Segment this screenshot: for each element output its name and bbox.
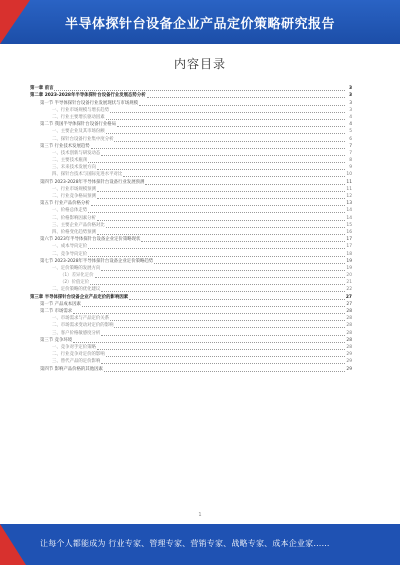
toc-entry[interactable] <box>30 128 352 135</box>
toc-entry-title: 三、客户价格敏感度分析 <box>52 330 101 336</box>
toc-entry-page: 13 <box>346 201 352 207</box>
toc-entry[interactable] <box>30 265 352 272</box>
toc-entry-page: 19 <box>346 265 352 271</box>
toc-entry[interactable] <box>30 322 352 329</box>
toc-entry-title: 第三节 行业技术发展趋势 <box>40 143 90 149</box>
toc-entry-title: 第二节 市场需求 <box>40 309 73 314</box>
toc-entry[interactable] <box>30 301 352 308</box>
toc-leader-dots <box>106 119 345 120</box>
toc-entry-page: 28 <box>346 344 352 350</box>
report-header <box>0 0 400 44</box>
toc-entry-page: 3 <box>349 107 352 113</box>
toc-entry-title: （2）价值定价 <box>60 280 90 286</box>
toc-entry[interactable] <box>30 193 352 200</box>
toc-entry-title: 第五节 行业产品价格分析 <box>40 201 90 207</box>
toc-entry-title: 第一节 产品成本因素 <box>40 301 81 307</box>
toc-entry[interactable] <box>30 229 352 236</box>
toc-leader-dots <box>106 356 345 357</box>
toc-leader-dots <box>97 191 345 192</box>
toc-entry[interactable] <box>30 178 352 185</box>
toc-entry-title: 四、探针台技术与国际先进水平对比 <box>52 172 123 178</box>
toc-entry[interactable] <box>30 337 352 344</box>
toc-entry-title: 第三章 半导体探针台设备企业产品定价的影响因素 <box>30 294 129 300</box>
toc-entry-page: 29 <box>346 366 352 372</box>
toc-entry[interactable] <box>30 358 352 365</box>
toc-leader-dots <box>106 133 345 134</box>
toc-entry-page: 3 <box>349 100 352 106</box>
toc-entry-page: 4 <box>349 122 352 128</box>
toc-entry-page: 17 <box>346 244 352 250</box>
toc-entry-title: 第六节 2023年半导体探针台设备企业定价策略现状 <box>40 237 141 243</box>
toc-entry-page: 28 <box>346 323 352 329</box>
toc-entry-title: 二、主要技术瓶颈 <box>52 158 88 164</box>
toc-entry-page: 27 <box>346 301 352 307</box>
toc-entry[interactable] <box>30 121 352 128</box>
toc-entry-page: 3 <box>348 86 352 92</box>
toc-leader-dots <box>154 263 345 264</box>
toc-leader-dots <box>95 277 345 278</box>
toc-entry-page: 6 <box>349 136 352 142</box>
toc-entry[interactable] <box>30 250 352 257</box>
report-title: 半导体探针台设备企业产品定价策略研究报告 <box>64 16 335 32</box>
toc-leader-dots <box>88 256 345 257</box>
toc-entry[interactable] <box>30 99 352 106</box>
toc-entry-title: 一、市场需求与产品定价关系 <box>52 316 110 322</box>
toc-leader-dots <box>145 184 345 185</box>
toc-entry-page: 11 <box>346 186 352 192</box>
footer-slogan: 让每个人都能成为 行业专家、管理专家、营销专家、战略专家、成本企业家…… <box>40 539 330 548</box>
report-footer <box>0 524 400 565</box>
toc-entry-title: 一、成本导向定价 <box>52 244 88 250</box>
toc-entry-title: 第一节 半导体探针台设备行业发展现状与市场规模 <box>40 100 138 106</box>
toc-entry-title: （1）差异化定价 <box>60 273 94 279</box>
toc-leader-dots <box>88 162 345 163</box>
toc-leader-dots <box>88 212 345 213</box>
toc-entry-page: 14 <box>346 208 352 214</box>
toc-entry-page: 15 <box>346 222 352 228</box>
toc-leader-dots <box>106 227 345 228</box>
toc-entry-title: 一、定价策略的发展方向 <box>52 265 101 271</box>
toc-entry-title: 二、探针台设备行业集中度分析 <box>52 136 114 142</box>
toc-entry-page: 18 <box>346 251 352 257</box>
toc-entry-page: 20 <box>346 273 352 279</box>
toc-leader-dots <box>82 306 345 307</box>
toc-entry[interactable] <box>30 164 352 171</box>
toc-leader-dots <box>97 220 345 221</box>
toc-leader-dots <box>90 284 345 285</box>
toc-leader-dots <box>101 363 345 364</box>
toc-entry-title: 二、市场需求变动对定价的影响 <box>52 323 114 329</box>
toc-entry-title: 第二节 我国半导体探针台设备行业格局 <box>40 122 117 128</box>
toc-leader-dots <box>73 313 345 314</box>
toc-leader-dots <box>101 155 345 156</box>
toc-entry[interactable] <box>30 315 352 322</box>
toc-leader-dots <box>114 327 345 328</box>
toc-leader-dots <box>101 291 345 292</box>
toc-entry-title: 第四节 2023-2028年半导体探针台设备行业发展预测 <box>40 179 145 185</box>
toc-entry[interactable] <box>30 135 352 142</box>
toc-entry-page: 16 <box>346 229 352 235</box>
toc-entry[interactable] <box>30 207 352 214</box>
toc-entry[interactable] <box>30 157 352 164</box>
toc-entry[interactable] <box>30 308 352 315</box>
toc-leader-dots <box>123 176 345 177</box>
toc-entry-page: 29 <box>346 352 352 358</box>
toc-entry-page: 28 <box>346 337 352 343</box>
toc-entry-page: 28 <box>346 330 352 336</box>
toc-leader-dots <box>129 299 345 300</box>
toc-entry[interactable] <box>30 286 352 293</box>
toc-leader-dots <box>88 248 345 249</box>
toc-entry-page: 14 <box>346 215 352 221</box>
toc-entry[interactable] <box>30 329 352 336</box>
toc-leader-dots <box>91 148 345 149</box>
toc-entry-page: 12 <box>346 194 352 199</box>
toc-leader-dots <box>73 342 345 343</box>
toc-entry-page: 3 <box>348 93 352 99</box>
toc-leader-dots <box>101 335 345 336</box>
toc-entry[interactable] <box>30 236 352 243</box>
toc-entry-title: 一、行业市场规模预测 <box>52 186 96 192</box>
toc-entry-title: 一、竞争对手定价策略 <box>52 344 96 350</box>
toc-leader-dots <box>110 112 345 113</box>
toc-entry-page: 17 <box>346 237 352 243</box>
toc-entry-page: 10 <box>346 172 352 178</box>
toc-entry[interactable] <box>30 214 352 221</box>
toc-entry-title: 二、竞争导向定价 <box>52 251 88 257</box>
toc-entry-page: 8 <box>349 158 352 164</box>
table-of-contents <box>30 85 352 373</box>
toc-entry[interactable] <box>30 171 352 178</box>
toc-entry-title: 一、技术创新与研发动态 <box>52 150 101 156</box>
toc-entry-title: 一、主要企业及其市场份额 <box>52 129 105 135</box>
toc-entry[interactable] <box>30 150 352 157</box>
toc-entry-page: 9 <box>349 165 352 171</box>
toc-entry[interactable] <box>30 143 352 150</box>
toc-leader-dots <box>110 320 345 321</box>
toc-entry[interactable] <box>30 344 352 351</box>
toc-entry-page: 28 <box>346 316 352 322</box>
toc-entry-title: 第七节 2023-2028年半导体探针台设备企业定价策略趋势 <box>40 258 154 264</box>
toc-leader-dots <box>97 198 345 199</box>
toc-entry[interactable] <box>30 279 352 286</box>
toc-entry-page: 7 <box>349 150 352 156</box>
toc-entry[interactable] <box>30 222 352 229</box>
toc-entry-page: 29 <box>346 359 352 365</box>
toc-leader-dots <box>54 90 345 91</box>
toc-entry-page: 7 <box>349 143 352 149</box>
toc-entry-title: 二、定价策略的优化建议 <box>52 287 101 293</box>
toc-entry[interactable] <box>30 243 352 250</box>
toc-entry-page: 4 <box>349 114 352 120</box>
toc-entry[interactable] <box>30 114 352 121</box>
toc-entry-title: 一、价格总体走势 <box>52 208 88 214</box>
toc-entry-page: 28 <box>346 309 352 314</box>
toc-entry-title: 第二章 2023-2028年半导体探针台设备行业发展态势分析 <box>30 93 146 99</box>
toc-entry-title: 二、行业主要增长驱动因素 <box>52 114 105 120</box>
toc-entry[interactable] <box>30 365 352 372</box>
toc-entry-title: 二、价格影响因素分析 <box>52 215 96 221</box>
toc-entry-page: 19 <box>346 258 352 264</box>
toc-entry-title: 三、替代产品的定价影响 <box>52 359 101 365</box>
toc-entry-title: 一、行业市场规模与增长趋势 <box>52 107 110 113</box>
toc-entry[interactable] <box>30 272 352 279</box>
toc-entry[interactable] <box>30 200 352 207</box>
toc-leader-dots <box>97 169 345 170</box>
toc-heading: 内容目录 <box>173 57 226 71</box>
toc-entry[interactable] <box>30 92 352 99</box>
toc-leader-dots <box>101 270 345 271</box>
toc-entry-title: 三、主要企业产品价格对比 <box>52 222 105 228</box>
toc-entry-title: 第三节 竞争环境 <box>40 337 73 343</box>
page-number: 1 <box>198 512 202 518</box>
toc-entry[interactable] <box>30 107 352 114</box>
toc-leader-dots <box>147 97 345 98</box>
toc-entry-page: 21 <box>346 280 352 286</box>
toc-entry-title: 二、行业竞争格局预测 <box>52 194 96 199</box>
toc-entry-title: 三、未来技术发展方向 <box>52 165 96 171</box>
toc-leader-dots <box>97 349 345 350</box>
toc-entry[interactable] <box>30 293 352 300</box>
toc-leader-dots <box>139 105 345 106</box>
toc-leader-dots <box>91 205 345 206</box>
toc-leader-dots <box>117 126 345 127</box>
toc-entry-page: 22 <box>346 287 352 293</box>
toc-entry-title: 四、价格变化趋势预测 <box>52 229 96 235</box>
toc-leader-dots <box>141 241 345 242</box>
toc-entry-title: 第一章 前言 <box>30 86 54 92</box>
header-red-corner <box>0 0 30 44</box>
toc-entry-page: 5 <box>349 129 352 135</box>
toc-entry[interactable] <box>30 351 352 358</box>
toc-entry-page: 11 <box>346 179 352 185</box>
toc-leader-dots <box>114 141 345 142</box>
toc-entry-title: 二、行业竞争对定价的影响 <box>52 352 105 358</box>
toc-entry-title: 第四节 影响产品价格的其他因素 <box>40 366 103 372</box>
footer-red-corner <box>0 524 26 565</box>
toc-entry-page: 27 <box>345 294 352 300</box>
toc-leader-dots <box>104 371 345 372</box>
toc-entry[interactable] <box>30 85 352 92</box>
toc-leader-dots <box>97 234 345 235</box>
toc-entry[interactable] <box>30 258 352 265</box>
toc-entry[interactable] <box>30 186 352 193</box>
